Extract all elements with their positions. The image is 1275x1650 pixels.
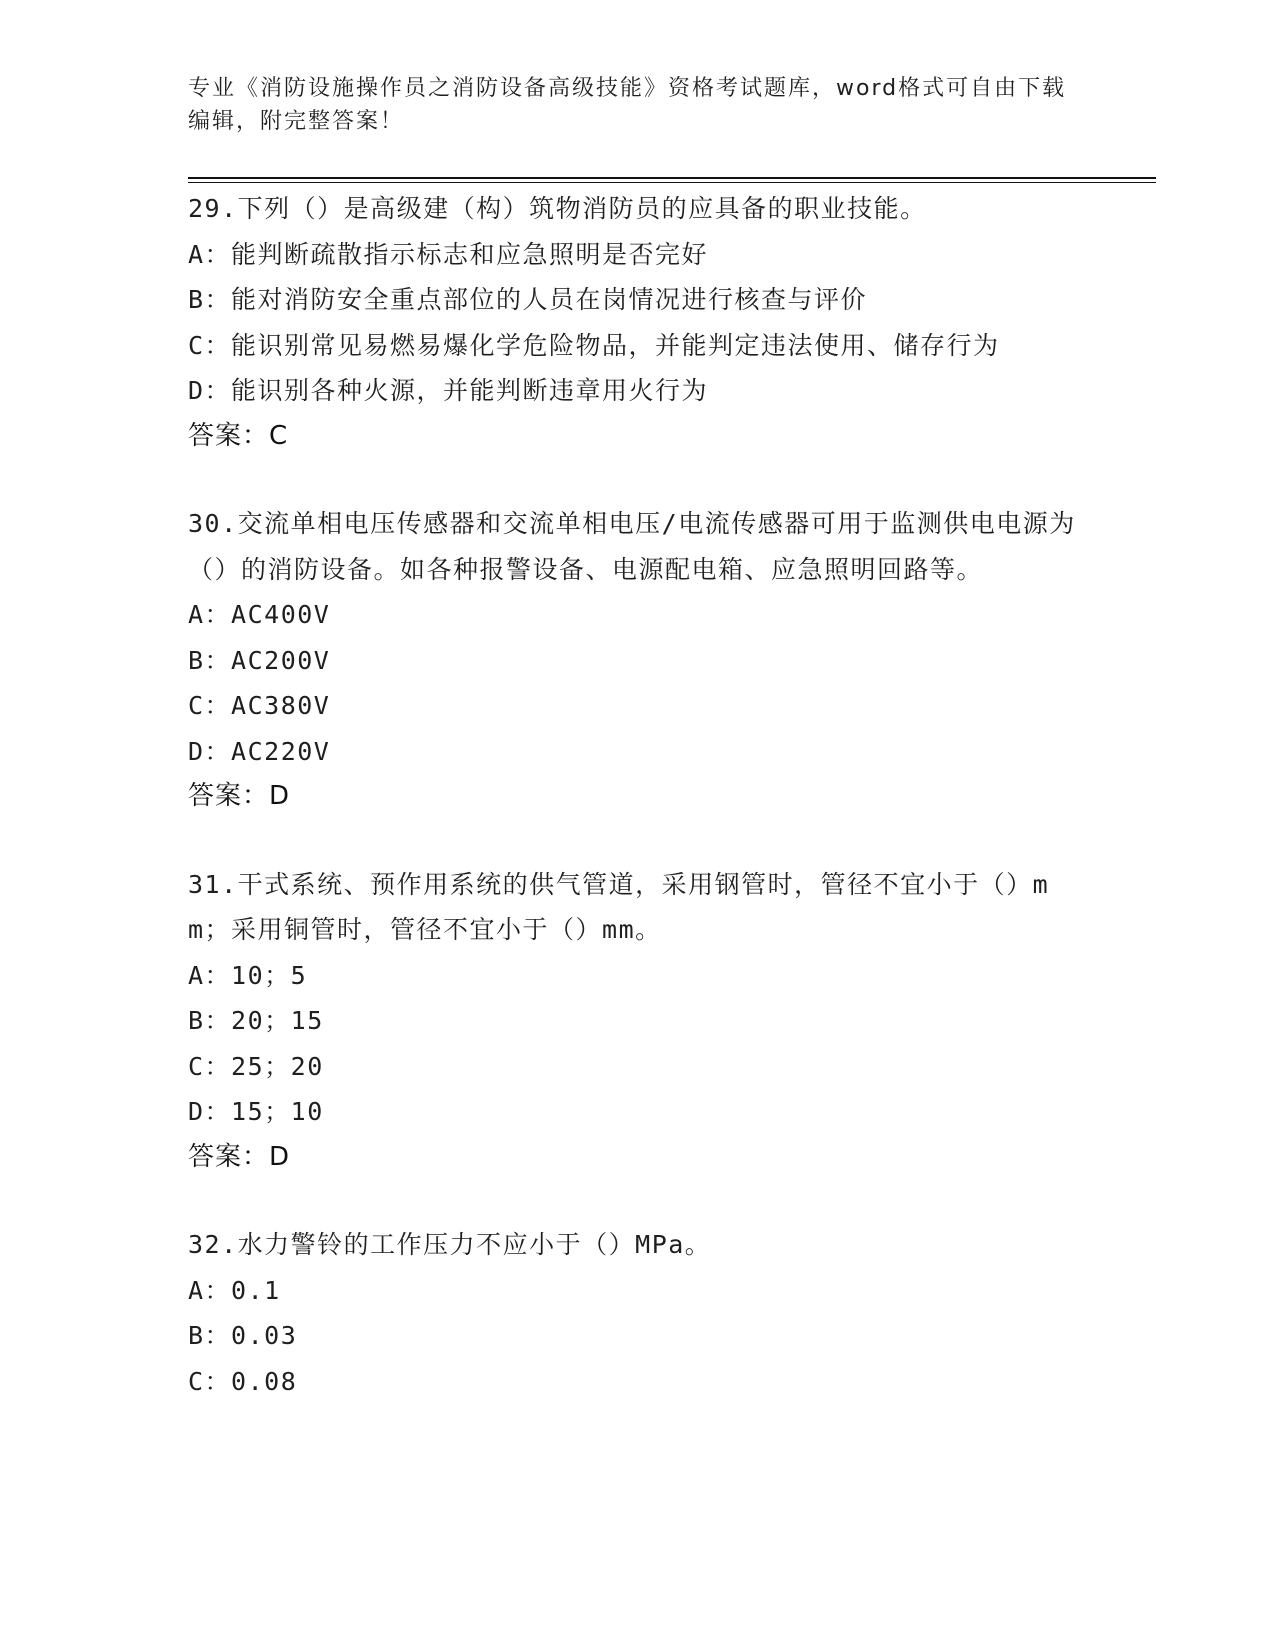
question-text: 29.下列（）是高级建（构）筑物消防员的应具备的职业技能。 [188,194,927,223]
answer-label: 答案：D [188,1141,291,1172]
answer-label: 答案：C [188,420,289,451]
question-text: 31.干式系统、预作用系统的供气管道，采用钢管时，管径不宜小于（）mm；采用铜管时，管径不宜小于（）mm。 [188,869,1050,944]
option-b: B：20；15 [188,1006,324,1035]
answer-label: 答案：D [188,781,291,811]
question-text: 30.交流单相电压传感器和交流单相电压/电流传感器可用于监测供电电源为（）的消防设备。如各种报警设备、电源配电箱、应急照明回路等。 [188,509,1076,584]
header-divider-thin [188,182,1156,183]
option-b: B：AC200V [188,645,331,675]
question-29 [188,186,1088,459]
option-d: D：15；10 [188,1097,324,1126]
question-32 [188,1222,1088,1404]
option-c: C：AC380V [188,691,331,720]
question-list [188,186,1088,1446]
option-a: A：10；5 [188,960,308,990]
question-text: 32.水力警铃的工作压力不应小于（）MPa。 [188,1230,712,1259]
option-d: D：能识别各种火源，并能判断违章用火行为 [188,376,709,405]
option-d: D：AC220V [188,736,331,766]
option-c: C：25；20 [188,1051,324,1081]
option-b: B：0.03 [188,1321,298,1350]
option-a: A：能判断疏散指示标志和应急照明是否完好 [188,239,709,269]
option-c: C：能识别常见易燃易爆化学危险物品，并能判定违法使用、储存行为 [188,330,1000,360]
question-31 [188,862,1088,1181]
option-b: B：能对消防安全重点部位的人员在岗情况进行核查与评价 [188,285,868,314]
header-divider-thick [188,177,1156,179]
question-30 [188,501,1088,820]
option-a: A：AC400V [188,600,331,629]
option-c: C：0.08 [188,1366,298,1396]
document-header: 专业《消防设施操作员之消防设备高级技能》资格考试题库，word格式可自由下载编辑，附完整答案！ [188,76,1067,134]
option-a: A：0.1 [188,1275,281,1305]
